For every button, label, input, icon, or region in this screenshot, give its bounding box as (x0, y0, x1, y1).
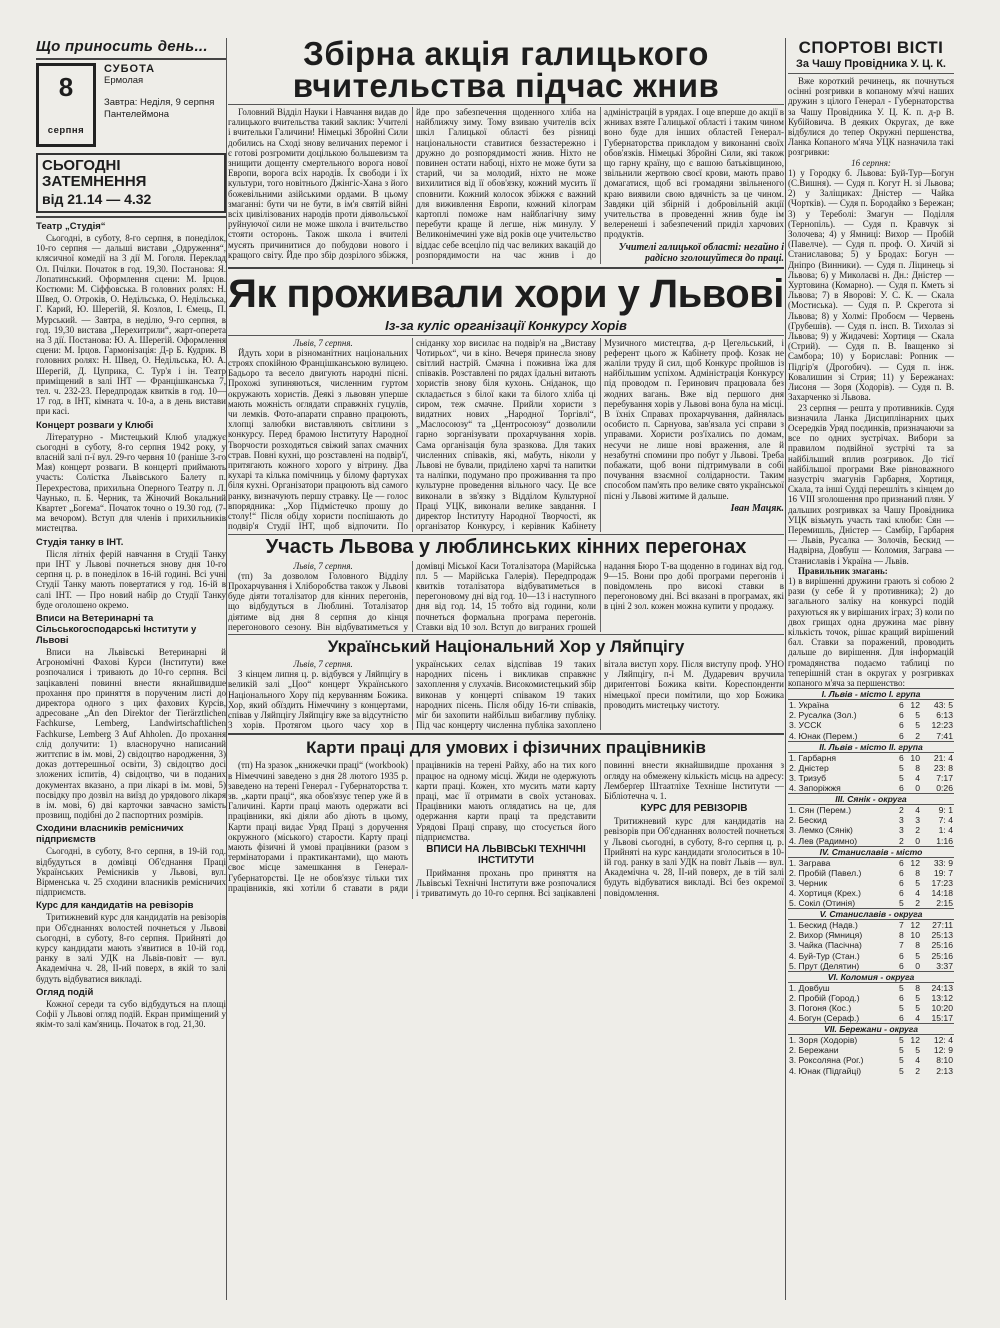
goals: 1: 4 (938, 825, 953, 836)
points: 2 (915, 730, 920, 741)
games-played: 6 (898, 730, 904, 741)
announcement-text: Кожної середи та субо відбудуться на площі Софії у Львові огляд подій. Екран приміщений у якім-то залі кам'яниць. Початок в год. 21,30. (36, 998, 226, 1030)
table-row (788, 1066, 954, 1076)
goals: 8:10 (936, 1055, 953, 1066)
sports-intro: Вже короткий речинець, як почнуться осінні розгривки в копаному м'ячі наших дружин з цілого Генерал - Губернаторства за Чашу Провідника У. Ц. К. п. д-р В. Кубійовича. В деяких Округах, де вже відбулися до тепер Окружні першенства, Ланка Копаного м'яча УЦК назначила такі розгривки: (788, 76, 954, 158)
goals: 3:37 (936, 960, 953, 971)
table-row (788, 878, 954, 888)
announcement-heading: Сходини власників ремісничих підприємств (36, 823, 184, 846)
date-badge (36, 63, 96, 147)
team-name: 1. Зоря (Ходорів) (789, 1035, 858, 1046)
table-row (788, 731, 954, 742)
article-leipzig (228, 659, 784, 730)
team-name: 5. Сокіл (Отинія) (789, 898, 856, 909)
divider (36, 216, 226, 218)
games-played: 5 (898, 898, 904, 909)
team-name: 4. Юнак (Підгайці) (789, 1065, 862, 1076)
games-played: 7 (898, 940, 904, 951)
tomorrow-nameday: Пантелеймона (104, 109, 170, 120)
table-row (788, 888, 954, 898)
article-harvest-sign: Учителі галицької області: негайно і радісно зголошуйтеся до праці. (618, 241, 784, 264)
team-name: 3. Роксоляна (Рог.) (789, 1055, 864, 1066)
announcement-heading: Огляд подій (36, 986, 94, 998)
team-name: 3. Черник (789, 877, 828, 888)
fixtures-date: 16 серпня: (851, 157, 891, 168)
points: 3 (915, 815, 920, 826)
team-name: 2. Вихор (Ямниця) (789, 930, 863, 941)
points: 12 (910, 700, 920, 711)
games-played: 2 (898, 805, 904, 816)
goals: 23: 8 (933, 762, 953, 773)
games-played: 6 (898, 710, 904, 721)
games-played: 5 (898, 762, 904, 773)
points: 0 (915, 783, 920, 794)
points: 0 (915, 835, 920, 846)
goals: 0:26 (936, 783, 953, 794)
table-row (788, 993, 954, 1003)
announcement-text: Сьогодні, в суботу, 8-го серпня, в понеділок, 10-го серпня — дальші вистави „Одруження“, клясичної комедії на 3 дії М. Гоголя. Переклад Ол. Пчілки. Початок в год. 19,30. Постанова: Я. Лопатинський. Оформлення сцени: М. Ірцов. Костюми: М. Сіффовська. В головних ролях: Н. Швед, О. Отроків, О. Недільська, О. Недільська, Г. Карий, Ю. Шерегій, Я. Козлов, І. Ємець, П. Мурський. — Завтра, в неділю, 9-го серпня, в год. 19,30 вистава „Перехитрили“, жарт-оперета на 3 дії. Постанова: Ю. А. Шерегій. Оформлення сцени: М. Ірцов. Гармонізація: Д-р Б. Кудрик. В головних ролях: Н. Швед, О. Недільська, Ю. А. Шерегій, Д. Цуприка, С. Тур'я і ін. Театр приміщений в залі ІНТ — Францішканська 7, тел. ч. 232-23. Передпродаж квитків в год. 10—17 год. в ІНТ, кімната ч. 10-а, а в день вистави при касі. (36, 233, 226, 417)
right-column (788, 38, 954, 1300)
team-name: 4. Богун (Сераф.) (789, 1013, 860, 1024)
table-row (788, 940, 954, 950)
games-played: 5 (898, 1055, 904, 1066)
headline-audit-course: КУРС ДЛЯ РЕВІЗОРІВ (640, 803, 748, 815)
standings-group-name: І. Львів - місто І. група (788, 689, 954, 700)
blackout-box (36, 153, 226, 213)
team-name: 3. Погоня (Кос.) (789, 1003, 852, 1013)
standings-group-name: IV. Станиславів - місто (788, 846, 954, 857)
team-name: 3. Чайка (Пасічна) (789, 940, 862, 951)
games-played: 2 (898, 835, 904, 846)
team-name: 2. Бескид (789, 815, 827, 826)
table-row (788, 898, 954, 909)
blackout-line-2: ЗАТЕМНЕННЯ (42, 173, 147, 190)
table-row (788, 710, 954, 720)
nameday: Ермолая (104, 75, 144, 86)
team-name: 4. Запоріжжя (789, 783, 841, 794)
goals: 21: 4 (933, 752, 953, 763)
standings-group-name: VII. Бережани - округа (788, 1024, 954, 1035)
announcement-heading: Студія танку в ІНТ. (36, 536, 124, 548)
points: 5 (915, 720, 920, 731)
games-played: 5 (898, 1035, 904, 1046)
goals: 7:17 (936, 772, 953, 783)
article-audit-text: Тритижневий курс для кандидатів на ревізорів при Об'єднаннях волостей почнеться у Львові сьогодні, в суботу, 8-го серпня ц. р. Прийняті на курс кандидати зголоситься в 10-ій год. ранку в залі УДК на повіт Львів — вул. Академічна ч. 28, ІІ-ий поверх, де в тій залі будуть відбуватися викладі. Всі без окремої повідомлення. (604, 816, 784, 898)
games-played: 6 (898, 783, 904, 794)
date-box (36, 63, 226, 149)
rules-title: Правильник змагань: (798, 565, 888, 576)
team-name: 1. Бескид (Надв.) (789, 920, 858, 931)
points: 4 (915, 1055, 920, 1066)
table-row (788, 857, 954, 868)
table-row (788, 868, 954, 878)
standings-group-name: ІІ. Львів - місто ІІ. група (788, 741, 954, 752)
games-played: 6 (898, 700, 904, 711)
points: 8 (915, 867, 920, 878)
points: 4 (915, 1013, 920, 1024)
weekday: СУБОТА (104, 63, 156, 75)
table-row (788, 783, 954, 794)
announcement-heading: Вписи на Ветеринарні та Сільськогосподарські Інститути у Львові (36, 612, 197, 646)
article-harvest-text: Головний Відділ Науки і Навчання видав до галицького вчительства такий заклик: Учителі і вчительки Галичини! Німецькі Збройні Сили добились на Сході знову величаних перемог і є готові розгромити доцількою большевизм та знищити дощенту смертельного ворога нової Европи, ворога всіх народів. Їх свободи і їх культури, того новітнього Джінгіс-Хана з його божевільними азійськими ордами. В цьому змаганні: бути чи не бути, в ім'я святій війні всіх цивілізованих народів проти діявольської руйнуючої сили не може школа і вчительство стояти осторонь. Також школа і вчителі мусять причинитися до побудови нового і кращого світу. Йде про збір дозрілого збіжжя, йде про забезпечення щоденного хліба на найближчу зиму. Тому взиваю учителів всіх шкіл Галицької області без різниці національности ставитися беззастережно і дружно до розпорядимості жнив. Ніхто не повинен остати набоці, ніхто не може бути за старий, чи за молодий, ніхто не може вихилитися від її обов'язку, кожний мусить її сповнити. Кожний колосок збіжжя є важний для виживлення Европи, кожний кілограм картоплі поможе нам найблагічну зиму перебути краще й легше, ніж минулу. У Великонімечині уже від років оце учительство віддає себе всецілo під час великих вакацій до розпорядимости на час жнив і до адміністрацій в урядах. І оце вперше до акції в жнивах взяте Галицької області і таким чином воно буде для інших областей Генерал-Губернаторства прикладом у виконанні своїх обов'язків. Німецькі Збройні Сили, які також що гарну країну, що є вашою батьківщиною, звільнили жертвою своєї крови, мають право домагатися, щоб всі громадяни звільненого краю виявили свою вдячність за це чином. Завдяки цій збірній і добровільній акції учительства в проведенні жнив буде ім велеренеші і забезпечений приділ харчових продуктів. (228, 107, 784, 260)
points: 2 (915, 1065, 920, 1076)
table-row (788, 1035, 954, 1046)
games-played: 5 (898, 1003, 904, 1013)
games-played: 3 (898, 825, 904, 836)
goals: 13:12 (931, 992, 953, 1003)
left-column (36, 38, 226, 1300)
team-name: 1. Довбуш (789, 982, 830, 993)
divider (788, 73, 954, 74)
team-name: 3. УССК (789, 720, 822, 731)
goals: 24:13 (931, 982, 953, 993)
points: 5 (915, 710, 920, 721)
games-played: 5 (898, 1045, 904, 1056)
table-row (788, 805, 954, 816)
games-played: 3 (898, 815, 904, 826)
goals: 6:13 (936, 710, 953, 721)
goals: 25:16 (931, 940, 953, 951)
article-races (228, 561, 784, 632)
date-day: 8 (58, 72, 74, 102)
points: 12 (910, 857, 920, 868)
team-name: 2. Пробій (Город.) (789, 992, 860, 1003)
article-choirs-sign: Іван Мацяк. (730, 502, 784, 514)
team-name: 1. Гарбарня (789, 752, 836, 763)
standings-group-row (788, 1024, 954, 1035)
table-row (788, 930, 954, 940)
article-work-cards (228, 760, 784, 898)
goals: 1:16 (936, 835, 953, 846)
points: 10 (910, 752, 920, 763)
games-played: 5 (898, 1065, 904, 1076)
games-played: 7 (898, 920, 904, 931)
standings-group-row (788, 741, 954, 752)
team-name: 1. Україна (789, 700, 829, 711)
games-played: 6 (898, 867, 904, 878)
headline-races: Участь Львова у люблинських кінних перегонах (265, 535, 747, 558)
team-name: 2. Пробій (Павел.) (789, 867, 862, 878)
team-name: 1. Сян (Перем.) (789, 805, 852, 816)
points: 5 (915, 1003, 920, 1013)
goals: 33: 9 (933, 857, 953, 868)
divider (228, 267, 784, 269)
table-row (788, 815, 954, 825)
table-row (788, 1003, 954, 1013)
points: 12 (910, 920, 920, 931)
team-name: 1. Заграва (789, 857, 831, 868)
standings-group-name: ІІІ. Сянік - округа (788, 794, 954, 805)
standings-group-name: V. Станиславів - округа (788, 909, 954, 920)
goals: 7: 4 (938, 815, 953, 826)
divider (228, 733, 784, 735)
games-played: 5 (898, 772, 904, 783)
goals: 7:41 (936, 730, 953, 741)
blackout-line-1: СЬОГОДНІ (42, 157, 121, 174)
table-row (788, 1013, 954, 1024)
points: 5 (915, 992, 920, 1003)
goals: 12: 9 (933, 1045, 953, 1056)
team-name: 2. Русалка (Зол.) (789, 710, 857, 721)
article-harvest (228, 107, 784, 264)
table-row (788, 700, 954, 711)
divider (36, 58, 226, 60)
tomorrow: Завтра: Неділя, 9 серпня (104, 97, 215, 108)
games-played: 6 (898, 857, 904, 868)
standings-group-row (788, 689, 954, 700)
team-name: 4. Буй-Тур (Стан.) (789, 950, 860, 961)
standings-group-row (788, 909, 954, 920)
team-name: 4. Хортиця (Крех.) (789, 887, 862, 898)
standings-table (788, 688, 954, 1075)
team-name: 3. Лемко (Сянік) (789, 825, 853, 836)
article-tech-text: Приймання прохань про приняття на Львівські Технічні Інститути вже розпочалися і триватимуть до 10-го серпня. Всі зацікавлені повинні внести якнайшвидше прохання з огляду на обмежену кількість місць на адресу: Лемберґер Штаатліхе Техніше Інститути — Бібліотечна ч. 1. (416, 760, 784, 899)
article-races-dateline: Львів, 7 серпня. (293, 560, 353, 571)
points: 0 (915, 960, 920, 971)
table-row (788, 773, 954, 783)
announcement-text: Після літніх ферій навчання в Студії Танку при ІНТ у Львові почнеться знову дня 10-го серпня ц. р. в понеділок в 16-ій годині. Всі учні Студії Танку мають повертатися у год. 16-ій в салі ІНТ. — Про новий набір до Студії Танку буде оголошено окремо. (36, 548, 226, 610)
goals: 2:13 (936, 1065, 953, 1076)
rules-text: 1) в вирішенні дружини грають зі собою 2 рази (у себе й у противника); 2) до загального заліку на конкурсі подій рахуються як у вирішаних іграх; 3) коли по двох грищах одна дружина має рівну кількість точок, рішає кращий вирішений бал. Ставки за поражений, проводить дальше до вирішення. Для інформацій громадянства подаємо таблиці по теперішній стан в округах у розгривках копаного м'яча за першенство: (788, 575, 954, 688)
announcements (36, 221, 226, 1029)
games-played: 6 (898, 1013, 904, 1024)
team-name: 2. Бережани (789, 1045, 839, 1056)
games-played: 8 (898, 930, 904, 941)
table-row (788, 951, 954, 961)
points: 5 (915, 1045, 920, 1056)
column-divider (226, 38, 227, 1300)
goals: 43: 5 (933, 700, 953, 711)
games-played: 6 (898, 720, 904, 731)
announcement-text: Літературно - Мистецький Клюб уладжує сьогодні в суботу, 8-го серпня 1942 року, у власній залі п-ї вул. 29-го червня 10 (раніше 3-го Мая) концерт розваги. В концерті приймають участь: Солістка Львівського Балету п. Перехрестова, прихильна Оперного Театру п. Л. Чаунько, п. Б. Черник, та Жіночий Вокальний Квартет „Богема“. Початок точно о 19.30 год. (7-ма вечором). Вступ для членів і прихильників мистецтва. (36, 431, 226, 534)
headline-harvest: Збірна акція галицького вчительства підчас жнив (292, 38, 720, 104)
center-column (228, 38, 784, 1300)
table-row (788, 720, 954, 730)
sports-subtitle: За Чашу Провідника У. Ц. К. (796, 58, 946, 70)
team-name: 2. Дністер (789, 762, 829, 773)
divider (228, 634, 784, 635)
article-choirs (228, 338, 784, 532)
article-choirs-text: Йдуть хори в різноманітних національних строях спокійною Францішканською вулицею. Бадьоро та весело двигують народні пісні. Прохожі зупиняються, численним гуртом окружають хористів. Деякі з львовян уперше мають можність оглядати справжніх гуцулів, чи лемків. Фото-апарати справно працюють, хлопці залюбки виставляють світлини з конкурсу. Перед брамою Інституту Народної Творчости розходяться свіжий запах смачних страв. Повні кухні, що розставлені на подвір'ї, притягають кожного хорого у вітрину. Два кухарі та кілька помічниць у білому фартухах біля кухні. Організатори працюють від самого ранку, визначують першу стравку. Це — голос впорядника: „Хор Підмістечко прошу до столу!“ Після обіду хористи поспішають до подвір'я Студії ІНТ, щоб відпочити. По сніданку хор висилає на подвір'я на „Виставу Чотирьох“, чи в кіно. Вечеря принесла знову світлий настрій. Смачна і поживна їжа для співаків. Розставлені по рядах їдальні витають хористів знову біля кухонь. Сніданок, що складається з білої каки та білого хліба ці сиром, теж смачне. Прийли хористи з видатних нових „Народної Торгівлі“, „Маслосоюзу“ та „Центросоюзу“ дозволили гарно зорганізувати прохарчування хорів. Сама організація була зразкова. Для таких численних співаків, які, мабуть, ніколи у Львові не бували, приділено харчі та напитки та наліпки, подумано про проживання та про культурне проведення вільного часу. Це все виконали в зв'язку з Відділом Культурної Праці УЦК, виконали велике завдання. І директор Інституту Народної Творчості, як організатор Конкурсу, і керівник Кабінету Музичного мистецтва, д-р Цегельський, і референт цього ж Кабінету проф. Козак не жаліли труду й сил, щоб Конкурс пройшов із найбільшим успіхом. Адміністрація Конкурсу під проводом п. Геринович працювала без жодних вагань. Вже від першого дня перебування хорів у Львові вона була на місці. В їхніх Справах прохарчування, дайнялась особисто п. Сарнуова, зав'язала усі справи з управами. Хористи роз'їхались по домам, несучи не лише нові враження, але й незабутні спомини про побут у Львові. Треба побажати, щоб вони підтримували в собі почування взаємної солідарности. Таким способом пам'ять про велике свято української пісні у Львові житиме й дальше. (228, 337, 784, 532)
announcement-heading: Концерт розваги у Клюбі (36, 419, 154, 431)
table-row (788, 763, 954, 773)
goals: 9: 1 (938, 805, 953, 816)
games-played: 6 (898, 752, 904, 763)
date-month: серпня (47, 125, 85, 136)
headline-leipzig: Український Національний Хор у Ляйпцігу (327, 636, 685, 656)
article-races-text: (тп) За дозволом Головного Відділу Прохарчування і Хліборобства також у Львові буде діяти тоталізатор для кінних перегонів, що відбудуться в Люблині. Тоталізатор діятиме від дня 8 серпня до кінця перегонового сезону. Він відбуватиметься у домівці Міської Каси Тоталізатора (Марійська пл. 5 — Марійська Галерія). Передпродаж квитків тоталізатора відбуватиметься в перегоновому дні від год. 10—13 і наступного дня від год. 14, 15 тобто від години, коли почнеться формальна програма перегонів. Ставки від 10 зол. Вступ до виграних грошей надання Бюро Т-ва щоденно в годинах від год. 9—15. Вони про добі програми перегонів і повідомлень про високі ставки в перегоновому дні. Всі вказані в програмах, які в ціні 2 зол. кожен можна купити у продажу. (228, 560, 784, 632)
date-info (104, 63, 226, 121)
article-choirs-dateline: Львів, 7 серпня. (293, 337, 353, 348)
blackout-time: від 21.14 — 4.32 (42, 191, 152, 207)
goals: 27:11 (932, 920, 953, 931)
goals: 2:15 (936, 898, 953, 909)
standings-group-row (788, 794, 954, 805)
points: 4 (915, 887, 920, 898)
games-played: 6 (898, 960, 904, 971)
points: 2 (915, 898, 920, 909)
announcement-text: Тритижневий курс для кандидатів на ревізорів при Об'єднаннях волостей почнеться у Львові сьогодні, в суботу, 8-го серпня. Прийняті до курсу кандидати мають з'явитися в 10-ій год. ранку в залі УДК на Львів-повіт — вул. Академічна ч. 28, ІІ-ий поверх, в якій то залі будуть відбуватися викладі. (36, 912, 226, 984)
goals: 10:20 (931, 1003, 953, 1013)
announcement-text: Вписи на Львівські Ветеринарні й Агрономічні Фахові Курси (Інститути) вже розпочалися і тривають до 10-го серпня. Всі зацікавлені повинні внести якнайшвидше прохання про приняття в порученим листі до директора одного з цих фахових Курсів, адресоване „An den Direktor der Tierärztlichen Fachkurse, Lemberg, Landwirtschaftlichen Fachkurse, Lemberg 3 Auf Ahholen. До прохання слід долучити: 1) власноручно написаний життєпис в ім. мові, 2) свідоцтво народження, 3) доказ доттерешньої освіти, 3) свідоцтво досі зложених іспитів, 4) свідоцтво, чи в поданих документах вказано, а при лікарі в ім. мові, 5) посвідку про дозвіл на виїзд до урядового лікаря в ім. мові, 6) дві карточки завчасно замість прозвищ, подібні до 2 паспортних розмірів. (36, 646, 226, 821)
team-name: 3. Тризуб (789, 772, 827, 783)
points: 8 (915, 762, 920, 773)
headline-work-cards: Карти праці для умових і фізичних працівників (306, 738, 706, 758)
points: 8 (915, 982, 920, 993)
table-row (788, 961, 954, 972)
announcement-text: Сьогодні, в суботу, 8-го серпня, в 19-ій год. відбудуться в домівці Об'єднання Праці Українських Ремісників у Львові, вул. Вірменська ч. 25 сходини власників ремісничих підприємств. (36, 846, 226, 898)
points: 12 (910, 1035, 920, 1046)
points: 4 (915, 805, 920, 816)
team-name: 5. Прут (Делятин) (789, 960, 860, 971)
table-row (788, 920, 954, 931)
article-leipzig-text: З кінцем липня ц. р. відбувся у Ляйпцігу в великій залі „Цоо“ концерт Українського Національного Хору під керуванням Божика. Хор, який обїздить Німеччину з концертами, співав у Ляйпцігу Ляйпцігу вже за відсутністю 3 хорів. Протягом цього часу хор в українських селах відспівав 19 таких народних пісень і викликав справжнє захоплення у слухачів. Високомистецький збір виконав у концерті співаком 19 таких народних пісень. Після обіду 16-ти співаків, міг би захопити найбільш вибагливу публіку. Під час концерту численна публіка захоплено вітала виступ хору. Після виступу проф. УНО у Ляйпцігу, п-і М. Дударевич вручила дириґентові Божика квіти. Кореспонденти німецької преси помітили, що хор Божика проводить мистецьку чистоту. (228, 658, 784, 731)
table-row (788, 825, 954, 835)
table-row (788, 752, 954, 763)
table-row (788, 982, 954, 993)
goals: 25:13 (931, 930, 953, 941)
goals: 25:16 (931, 950, 953, 961)
headline-tech-institutes: ВПИСИ НА ЛЬВІВСЬКІ ТЕХНІЧНІ ІНСТИТУТИ (426, 843, 586, 866)
article-work-cards-text: (тп) На зразок „книжечки праці“ (workbook) в Німеччині заведено з дня 28 лютого 1935 р. заведено на терені Генерал - Губернаторства т. зв. „карти праці“, яка обов'язує тепер уже й в Галичині. Карти праці мають одержати всі працівники, які діяли або діють в цьому, Карти праці видає Уряд Праці з доручення окружного (міського) старости. Карту праці мають фізичні й умові працівники (разом з термінаторами і практикантами), що мають своє місце замешкання в Генерал-Губернаторстві. Це не обов'язує тільки тих працівників, які хотіли б ставати в ряди працівників на терені Райху, або на тих кого працює на одному місці. Жиди не одержують карти праці. Кожен, хто мусить мати карту праці, має її отримати в своїх установах. Працівники мають оглядатись на це, для одержання карти праці та представити Урядові Праці справу, що стосується його підприємства. (228, 760, 596, 893)
games-played: 6 (898, 877, 904, 888)
goals: 19: 7 (933, 867, 953, 878)
games-played: 6 (898, 992, 904, 1003)
games-played: 6 (898, 950, 904, 961)
day-column-title: Що приносить день... (36, 38, 208, 55)
standings-group-row (788, 846, 954, 857)
divider (228, 335, 784, 336)
table-row (788, 836, 954, 847)
headline-choirs: Як проживали хори у Львові (228, 271, 784, 316)
article-leipzig-dateline: Львів, 7 серпня. (293, 658, 353, 669)
games-played: 6 (898, 887, 904, 898)
table-row (788, 1045, 954, 1055)
points: 2 (915, 825, 920, 836)
points: 4 (915, 772, 920, 783)
sports-title: СПОРТОВІ ВІСТІ (798, 38, 944, 57)
points: 5 (915, 950, 920, 961)
goals: 12:23 (931, 720, 953, 731)
goals: 17:23 (931, 877, 953, 888)
points: 8 (915, 940, 920, 951)
goals: 14:18 (931, 887, 953, 898)
goals: 15:17 (931, 1013, 953, 1024)
team-name: 4. Юнак (Перем.) (789, 730, 858, 741)
standings-group-name: VI. Коломия - округа (788, 971, 954, 982)
divider (228, 104, 784, 105)
team-name: 4. Лев (Радимно) (789, 835, 858, 846)
divider (228, 534, 784, 535)
fixtures-list: 1) у Городку б. Львова: Буй-Тур—Богун (С.Вишня). — Судя п. Когут Н. зі Львова; 2) у Заліщиках: Дністер — Чайка (Чортків). — Судя п. Бородайко з Бережан; 3) у Тереболі: Змагун — Поділля (Тернопіль). — Судя п. Кравчук зі Золочева; 4) у Ямниці: Вихор — Пробій (Павелче). — Судя п. проф. О. Хичій зі Станиславова; 5) у Бродах: Богун — Дніпро (Винники). — Судя п. Ліцинець зі Львова; 6) у Миколаєві н. Дн.: Дністер — Хуртовина (Комарно). — Судя п. Кметь зі Львова; 7) в Яворові: У. С. К. — Скала (Мостиська). — Судя п. Р. Скрегота зі Львова; 8) у Холмі: Пробоєм — Червень (Грубешів). — Судя п. інсп. В. Тихолаз зі Львова; 9) у Жидачеві: Хортиця — Скала (Стрий). — Судя п. В. Іващенко зі Самбора; 10) у Бориславі: Ропник — Підгір'я (Дрогобич). — Судя п. інж. Ковалишин зі Стрия; 11) у Бережанах: Лисоня — Зоря (Ходорів). — Судя п. В. Захарченко зі Львова. (788, 167, 954, 403)
subheadline-choirs: Із-за куліс організації Конкурсу Хорів (385, 317, 627, 333)
standings-group-row (788, 971, 954, 982)
points: 10 (910, 930, 920, 941)
games-played: 5 (898, 982, 904, 993)
announcement-heading: Театр „Студія“ (36, 221, 106, 232)
points: 5 (915, 877, 920, 888)
sports-note: 23 серпня — решта у противників. Судя визначила Ланка Дисциплінарних цьих Осередків Уряд поєдинків, призначаючи за все по одних зустрічах. Вибори за правилом подвійної зустрічі та за найбільший вплив розгривок. До тієї найбільшої програми Вже рівноважного назустріч змагунів Гарбарня, Хортиця, Скала, та інші Судді перешліть з кінцем до 16 VIII зголошення про признаний плян. У дальших розгривках за Чашу Провідника УЦК візьмуть участь такі клюби: Сян — Перемишль, Дністер — Самбір, Гарбарня — Львів, Русалка — Золочів, Бескид — Надвірна, Довбуш — Коломия, Заграва — Станиславів і Україна — Львів. (788, 402, 954, 566)
column-divider (785, 38, 786, 1300)
announcement-heading: Курс для кандидатів на ревізорів (36, 900, 194, 912)
table-row (788, 1055, 954, 1065)
goals: 12: 4 (933, 1035, 953, 1046)
